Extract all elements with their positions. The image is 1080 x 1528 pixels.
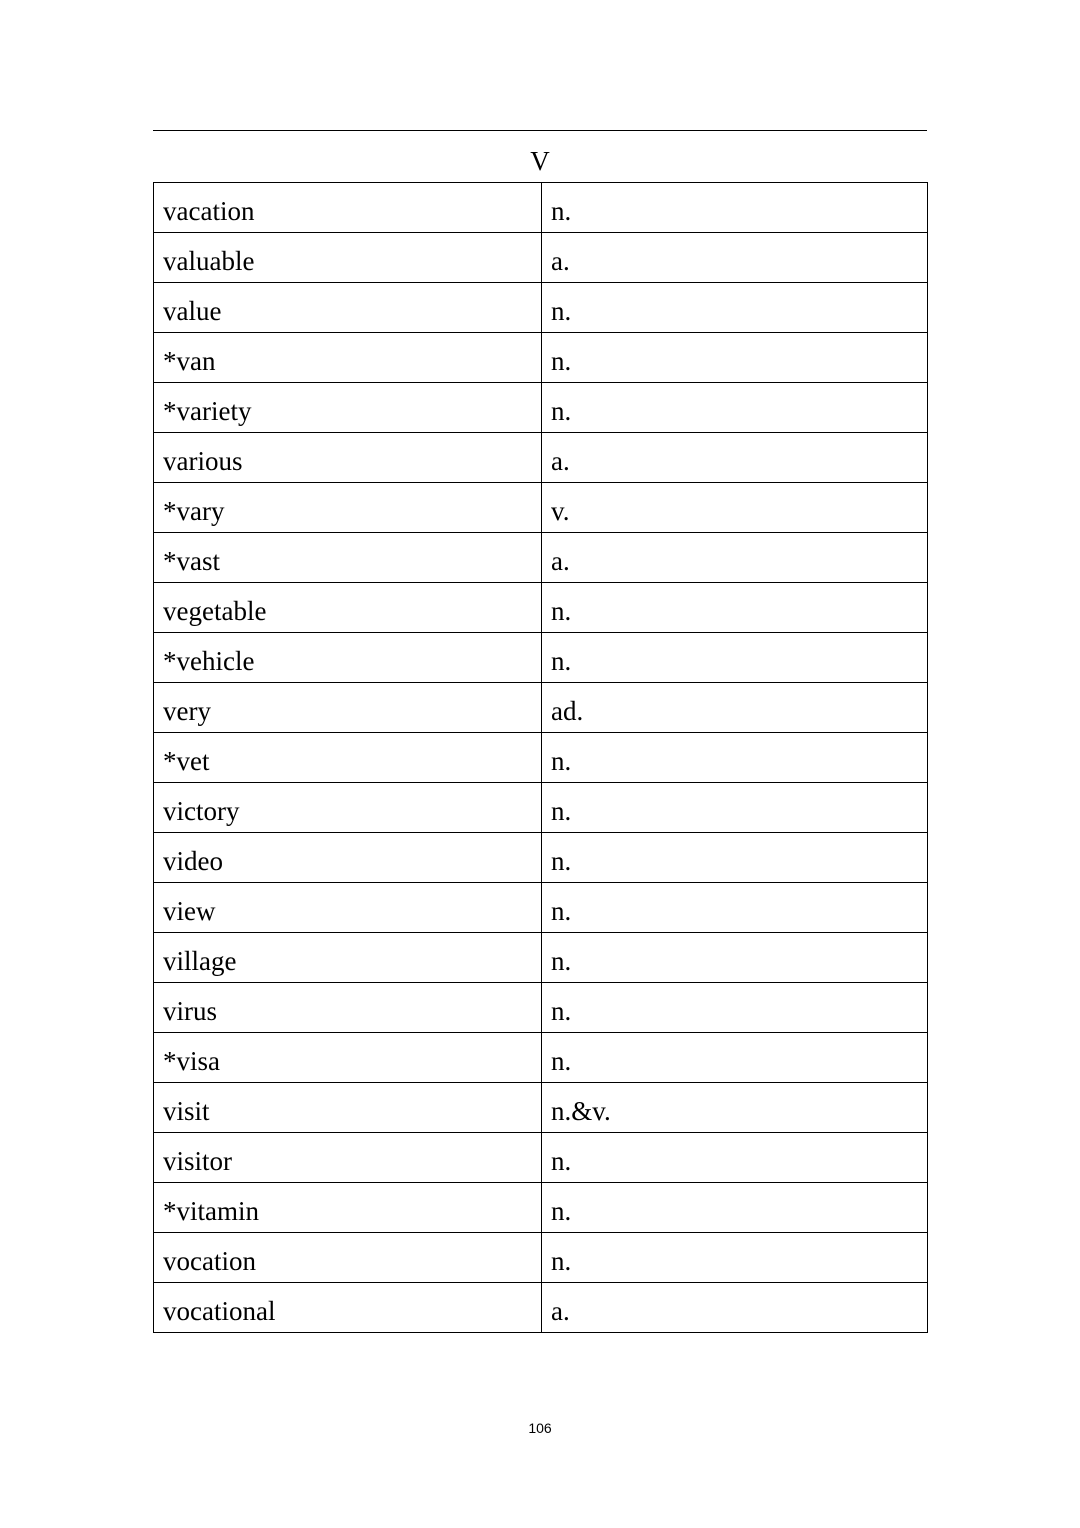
word-text: *variety bbox=[163, 396, 252, 426]
table-row bbox=[154, 583, 928, 633]
part-of-speech-cell bbox=[542, 633, 928, 683]
word-text: *visa bbox=[163, 1046, 220, 1076]
table-row bbox=[154, 1283, 928, 1333]
word-cell bbox=[154, 533, 542, 583]
part-of-speech-text: a. bbox=[551, 246, 570, 276]
part-of-speech-cell bbox=[542, 583, 928, 633]
part-of-speech-cell bbox=[542, 833, 928, 883]
part-of-speech-text: n. bbox=[551, 196, 572, 226]
word-text: village bbox=[163, 946, 237, 976]
part-of-speech-text: a. bbox=[551, 1296, 570, 1326]
table-row bbox=[154, 1233, 928, 1283]
part-of-speech-cell bbox=[542, 283, 928, 333]
word-cell bbox=[154, 483, 542, 533]
word-text: *van bbox=[163, 346, 216, 376]
table-row bbox=[154, 733, 928, 783]
word-text: vocational bbox=[163, 1296, 276, 1326]
word-text: value bbox=[163, 296, 222, 326]
table-row bbox=[154, 433, 928, 483]
word-text: various bbox=[163, 446, 243, 476]
part-of-speech-cell bbox=[542, 1283, 928, 1333]
part-of-speech-text: n. bbox=[551, 396, 572, 426]
header-rule bbox=[153, 130, 927, 131]
part-of-speech-text: a. bbox=[551, 446, 570, 476]
part-of-speech-text: n. bbox=[551, 1246, 572, 1276]
word-cell bbox=[154, 283, 542, 333]
part-of-speech-text: n. bbox=[551, 346, 572, 376]
table-row bbox=[154, 183, 928, 233]
part-of-speech-cell bbox=[542, 983, 928, 1033]
part-of-speech-cell bbox=[542, 1033, 928, 1083]
table-row bbox=[154, 983, 928, 1033]
part-of-speech-cell bbox=[542, 1083, 928, 1133]
word-cell bbox=[154, 983, 542, 1033]
part-of-speech-text: n. bbox=[551, 946, 572, 976]
word-text: video bbox=[163, 846, 223, 876]
table-row bbox=[154, 533, 928, 583]
table-row bbox=[154, 1133, 928, 1183]
part-of-speech-text: n. bbox=[551, 846, 572, 876]
vocabulary-table-body bbox=[154, 183, 928, 1333]
word-cell bbox=[154, 633, 542, 683]
word-text: *vet bbox=[163, 746, 210, 776]
part-of-speech-text: n.&v. bbox=[551, 1096, 611, 1126]
part-of-speech-cell bbox=[542, 183, 928, 233]
part-of-speech-text: n. bbox=[551, 1146, 572, 1176]
word-cell bbox=[154, 1083, 542, 1133]
word-text: vacation bbox=[163, 196, 255, 226]
word-cell bbox=[154, 433, 542, 483]
part-of-speech-cell bbox=[542, 883, 928, 933]
word-cell bbox=[154, 1183, 542, 1233]
word-cell bbox=[154, 683, 542, 733]
word-cell bbox=[154, 383, 542, 433]
vocabulary-table bbox=[153, 182, 928, 1333]
word-text: *vitamin bbox=[163, 1196, 259, 1226]
table-row bbox=[154, 1083, 928, 1133]
page-number: 106 bbox=[528, 1420, 552, 1436]
table-row bbox=[154, 333, 928, 383]
part-of-speech-text: n. bbox=[551, 1046, 572, 1076]
word-text: virus bbox=[163, 996, 217, 1026]
word-cell bbox=[154, 1133, 542, 1183]
table-row bbox=[154, 783, 928, 833]
word-cell bbox=[154, 783, 542, 833]
table-row bbox=[154, 833, 928, 883]
table-row bbox=[154, 933, 928, 983]
word-text: very bbox=[163, 696, 211, 726]
word-cell bbox=[154, 1033, 542, 1083]
word-text: *vary bbox=[163, 496, 225, 526]
part-of-speech-cell bbox=[542, 233, 928, 283]
word-cell bbox=[154, 1283, 542, 1333]
part-of-speech-text: n. bbox=[551, 746, 572, 776]
part-of-speech-cell bbox=[542, 333, 928, 383]
part-of-speech-cell bbox=[542, 1233, 928, 1283]
word-cell bbox=[154, 1233, 542, 1283]
word-cell bbox=[154, 233, 542, 283]
part-of-speech-cell bbox=[542, 733, 928, 783]
table-row bbox=[154, 233, 928, 283]
part-of-speech-cell bbox=[542, 783, 928, 833]
table-row bbox=[154, 283, 928, 333]
part-of-speech-text: n. bbox=[551, 1196, 572, 1226]
table-row bbox=[154, 1183, 928, 1233]
part-of-speech-text: ad. bbox=[551, 696, 584, 726]
table-row bbox=[154, 633, 928, 683]
table-row bbox=[154, 383, 928, 433]
part-of-speech-cell bbox=[542, 383, 928, 433]
table-row bbox=[154, 683, 928, 733]
word-text: vocation bbox=[163, 1246, 256, 1276]
word-cell bbox=[154, 333, 542, 383]
word-text: visit bbox=[163, 1096, 210, 1126]
table-row bbox=[154, 883, 928, 933]
word-cell bbox=[154, 933, 542, 983]
word-text: vegetable bbox=[163, 596, 267, 626]
part-of-speech-text: n. bbox=[551, 896, 572, 926]
word-cell bbox=[154, 583, 542, 633]
part-of-speech-cell bbox=[542, 1133, 928, 1183]
part-of-speech-text: n. bbox=[551, 796, 572, 826]
section-letter-heading: V bbox=[530, 146, 550, 176]
part-of-speech-text: v. bbox=[551, 496, 570, 526]
word-cell bbox=[154, 883, 542, 933]
word-text: valuable bbox=[163, 246, 255, 276]
part-of-speech-text: n. bbox=[551, 296, 572, 326]
part-of-speech-text: a. bbox=[551, 546, 570, 576]
part-of-speech-cell bbox=[542, 683, 928, 733]
table-row bbox=[154, 483, 928, 533]
part-of-speech-text: n. bbox=[551, 646, 572, 676]
part-of-speech-cell bbox=[542, 1183, 928, 1233]
word-text: view bbox=[163, 896, 216, 926]
word-cell bbox=[154, 733, 542, 783]
part-of-speech-cell bbox=[542, 933, 928, 983]
word-cell bbox=[154, 833, 542, 883]
table-row bbox=[154, 1033, 928, 1083]
word-text: visitor bbox=[163, 1146, 233, 1176]
part-of-speech-cell bbox=[542, 533, 928, 583]
word-text: victory bbox=[163, 796, 240, 826]
word-text: *vast bbox=[163, 546, 220, 576]
word-text: *vehicle bbox=[163, 646, 255, 676]
part-of-speech-cell bbox=[542, 483, 928, 533]
word-cell bbox=[154, 183, 542, 233]
part-of-speech-cell bbox=[542, 433, 928, 483]
part-of-speech-text: n. bbox=[551, 996, 572, 1026]
part-of-speech-text: n. bbox=[551, 596, 572, 626]
